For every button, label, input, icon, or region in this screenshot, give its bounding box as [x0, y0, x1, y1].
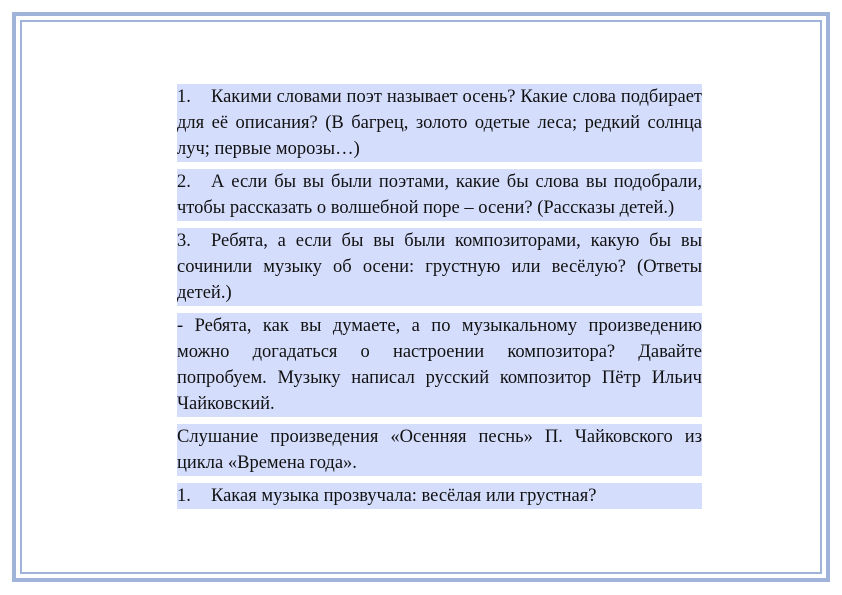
question-3-text: Ребята, а если бы вы были композиторами, какую бы вы сочинили музыку об осени: грустную или весёлую? (Ответы детей.)	[177, 231, 702, 303]
listening-text: Слушание произведения «Осенняя песнь» П. Чайковского из цикла «Времена года».	[177, 427, 702, 473]
question-3-paragraph	[177, 228, 702, 306]
question-2-number: 2.	[177, 172, 191, 192]
music-question-number: 1.	[177, 486, 191, 506]
question-1-number: 1.	[177, 87, 191, 107]
music-question-text: Какая музыка прозвучала: весёлая или грустная?	[211, 486, 597, 506]
question-2-paragraph	[177, 169, 702, 221]
listening-paragraph	[177, 424, 702, 476]
question-1-paragraph	[177, 84, 702, 162]
music-question-paragraph	[177, 483, 702, 509]
question-1-text: Какими словами поэт называет осень? Какие слова подбирает для её описания? (В багрец, золото одетые леса; редкий солнца луч; первые морозы…)	[177, 87, 702, 159]
teacher-remark-text: - Ребята, как вы думаете, а по музыкальному произведению можно догадаться о настроении композитора? Давайте попробуем. Музыку написал русский композитор Пётр Ильич Чайковский.	[177, 316, 702, 414]
teacher-remark-paragraph	[177, 313, 702, 417]
lesson-text-block	[177, 84, 702, 509]
question-2-text: А если бы вы были поэтами, какие бы слова вы подобрали, чтобы рассказать о волшебной поре – осени? (Рассказы детей.)	[177, 172, 702, 218]
question-3-number: 3.	[177, 231, 191, 251]
